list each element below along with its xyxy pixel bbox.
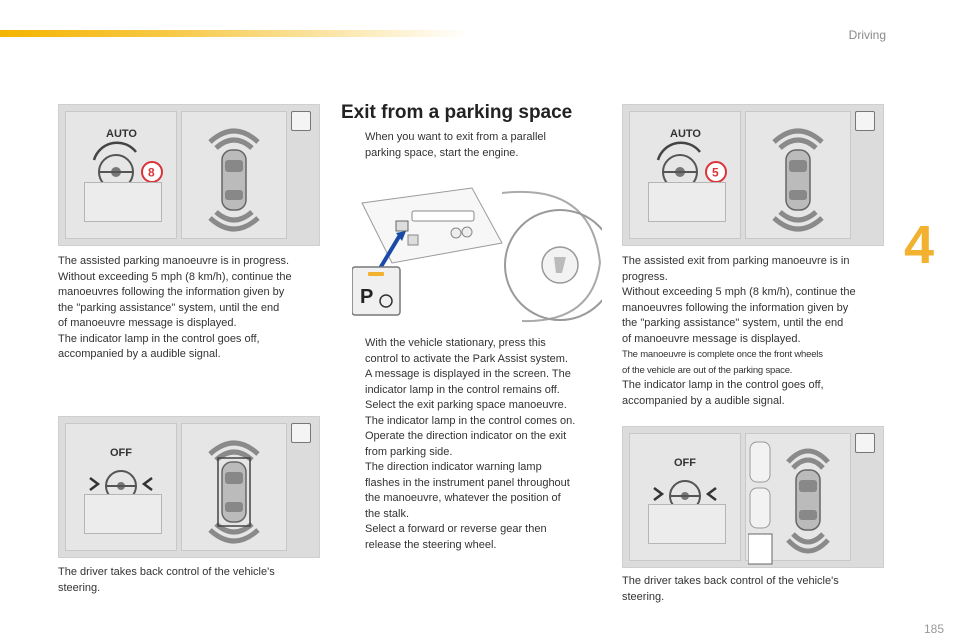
text-line: Without exceeding 5 mph (8 km/h), continue the [622, 286, 856, 298]
text-line: release the steering wheel. [365, 538, 497, 551]
message-box [648, 504, 726, 544]
text-line: parking space, start the engine. [365, 146, 519, 159]
message-box [84, 494, 162, 534]
text-line: With the vehicle stationary, press this [365, 337, 546, 349]
text-line: The indicator lamp in the control goes off, [58, 332, 260, 345]
text-line: The assisted parking manoeuvre is in progress. [58, 255, 290, 267]
note-line: of the vehicle are out of the parking space. [622, 364, 793, 376]
return-icon [855, 433, 875, 453]
text-line: flashes in the instrument panel throughout [365, 476, 570, 489]
vehicle-pane [745, 111, 851, 239]
park-assist-button-label: P [360, 286, 374, 308]
page-number: 185 [923, 622, 944, 636]
text-line: steering. [58, 581, 101, 594]
note-line: The manoeuvre is complete once the front wheels [622, 349, 823, 360]
text-line: The indicator lamp in the control comes on. [365, 414, 576, 427]
text-line: manoeuvres following the information given by [622, 301, 849, 314]
list-item [341, 336, 616, 398]
text-line: The driver takes back control of the vehicle's [622, 575, 839, 587]
instruction-list [341, 336, 616, 553]
vehicle-pane [181, 111, 287, 239]
car-sensors-icon [204, 120, 264, 240]
left-paragraph-progress [58, 254, 328, 363]
dial-label: OFF [674, 457, 696, 469]
text-line: the "parking assistance" system, until the end [622, 317, 844, 329]
dashboard-park-assist-illustration [352, 183, 602, 323]
text-line: accompanied by a audible signal. [622, 394, 785, 407]
dial-label: AUTO [670, 128, 701, 140]
text-line: Select the exit parking space manoeuvre. [365, 399, 567, 411]
list-item [341, 130, 611, 161]
step-badge: 5 [712, 165, 719, 180]
car-sensors-icon [204, 432, 264, 552]
list-item [341, 429, 616, 522]
control-pane [629, 111, 741, 239]
screen-panel-exit-progress [622, 104, 884, 246]
text-line: The indicator lamp in the control goes off, [622, 379, 824, 391]
vehicle-pane [181, 423, 287, 551]
text-line: from parking side. [365, 445, 453, 458]
screen-panel-exit-off [622, 426, 884, 568]
return-icon [291, 423, 311, 443]
text-line: of manoeuvre message is displayed. [58, 317, 237, 329]
text-line: progress. [622, 270, 668, 283]
screen-panel-parking-progress [58, 104, 320, 246]
control-pane [65, 111, 177, 239]
message-box [84, 182, 162, 222]
text-line: the stalk. [365, 507, 410, 520]
intro-instruction [341, 130, 611, 161]
text-line: steering. [622, 590, 665, 603]
text-line: of manoeuvre message is displayed. [622, 332, 801, 345]
text-line: accompanied by a audible signal. [58, 348, 221, 360]
section-header: Driving [848, 28, 886, 42]
text-line: The direction indicator warning lamp [365, 461, 542, 473]
text-line: When you want to exit from a parallel [365, 131, 546, 143]
right-paragraph-steering [622, 574, 894, 605]
dial-label: OFF [110, 447, 132, 459]
list-item [341, 522, 616, 553]
list-item [341, 398, 616, 429]
dial-label: AUTO [106, 128, 137, 140]
header-accent-bar [0, 30, 470, 37]
step-badge: 8 [148, 165, 155, 180]
text-line: The assisted exit from parking manoeuvre is in [622, 255, 850, 267]
text-line: Select a forward or reverse gear then [365, 523, 547, 535]
section-title: Exit from a parking space [341, 102, 573, 123]
car-exiting-icon [748, 436, 838, 566]
return-icon [291, 111, 311, 131]
control-pane [629, 433, 741, 561]
text-line: A message is displayed in the screen. The [365, 368, 571, 380]
right-paragraph-exit-progress [622, 254, 894, 409]
vehicle-pane [745, 433, 851, 561]
text-line: manoeuvres following the information given by [58, 286, 285, 298]
text-line: control to activate the Park Assist system. [365, 352, 568, 365]
left-paragraph-steering [58, 565, 328, 596]
text-line: Operate the direction indicator on the exit [365, 430, 567, 442]
control-pane [65, 423, 177, 551]
screen-panel-parking-off [58, 416, 320, 558]
return-icon [855, 111, 875, 131]
message-box [648, 182, 726, 222]
text-line: The driver takes back control of the vehicle's [58, 566, 275, 578]
car-sensors-icon [768, 120, 828, 240]
text-line: the "parking assistance" system, until the end [58, 301, 280, 314]
chapter-number: 4 [904, 215, 935, 275]
text-line: the manoeuvre, whatever the position of [365, 492, 561, 504]
chapter-tab [900, 210, 960, 280]
text-line: indicator lamp in the control remains off. [365, 383, 560, 396]
text-line: Without exceeding 5 mph (8 km/h), continue the [58, 270, 292, 283]
